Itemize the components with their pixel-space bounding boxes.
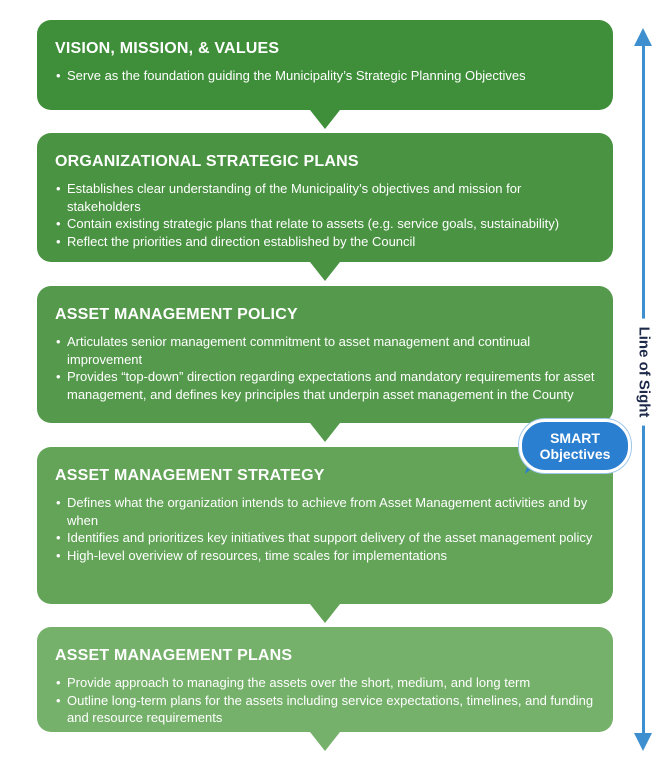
bullet-item: • Provides “top-down” direction regarding expectations and mandatory requirements for asset management, and defines key principles that underpin asset management in the County: [55, 368, 595, 403]
bullet-item: • Contain existing strategic plans that relate to assets (e.g. service goals, sustainability): [55, 215, 595, 233]
level-title: ASSET MANAGEMENT PLANS: [55, 647, 293, 664]
level-organizational-strategic-plans: [37, 133, 613, 262]
bullet-item: • Articulates senior management commitment to asset management and continual improvement: [55, 333, 595, 368]
bullet-list: [55, 333, 595, 403]
arrow-down-icon: [634, 733, 652, 751]
bullet-item: • High-level overiview of resources, time scales for implementations: [55, 547, 595, 565]
level-title: ORGANIZATIONAL STRATEGIC PLANS: [55, 153, 359, 170]
level-title: ASSET MANAGEMENT POLICY: [55, 306, 298, 323]
line-of-sight-label: Line of Sight: [631, 319, 656, 426]
bullet-list: [55, 674, 595, 727]
bullet-list: [55, 494, 595, 564]
level-asset-management-policy: [37, 286, 613, 423]
bullet-item: • Outline long-term plans for the assets including service expectations, timelines, and funding and resource requirements: [55, 692, 595, 727]
bullet-item: • Defines what the organization intends to achieve from Asset Management activities and by when: [55, 494, 595, 529]
bullet-item: • Reflect the priorities and direction established by the Council: [55, 233, 595, 251]
level-vision-mission-values: [37, 20, 613, 110]
callout-line-2: Objectives: [539, 446, 611, 462]
bullet-item: • Identifies and prioritizes key initiatives that support delivery of the asset management policy: [55, 529, 595, 547]
bullet-list: [55, 180, 595, 250]
bullet-item: • Serve as the foundation guiding the Municipality’s Strategic Planning Objectives: [55, 67, 595, 85]
bullet-item: • Establishes clear understanding of the Municipality’s objectives and mission for stakeholders: [55, 180, 595, 215]
bullet-list: [55, 67, 595, 85]
flow-arrow-down: [310, 110, 340, 129]
level-asset-management-plans: [37, 627, 613, 732]
level-title: VISION, MISSION, & VALUES: [55, 40, 280, 57]
callout-line-1: SMART: [550, 430, 600, 446]
flow-arrow-down: [310, 423, 340, 442]
level-title: ASSET MANAGEMENT STRATEGY: [55, 467, 325, 484]
flow-arrow-down: [310, 604, 340, 623]
bullet-item: • Provide approach to managing the assets over the short, medium, and long term: [55, 674, 595, 692]
flow-arrow-down: [310, 262, 340, 281]
smart-objectives-callout: [519, 419, 631, 473]
flow-arrow-down: [310, 732, 340, 751]
